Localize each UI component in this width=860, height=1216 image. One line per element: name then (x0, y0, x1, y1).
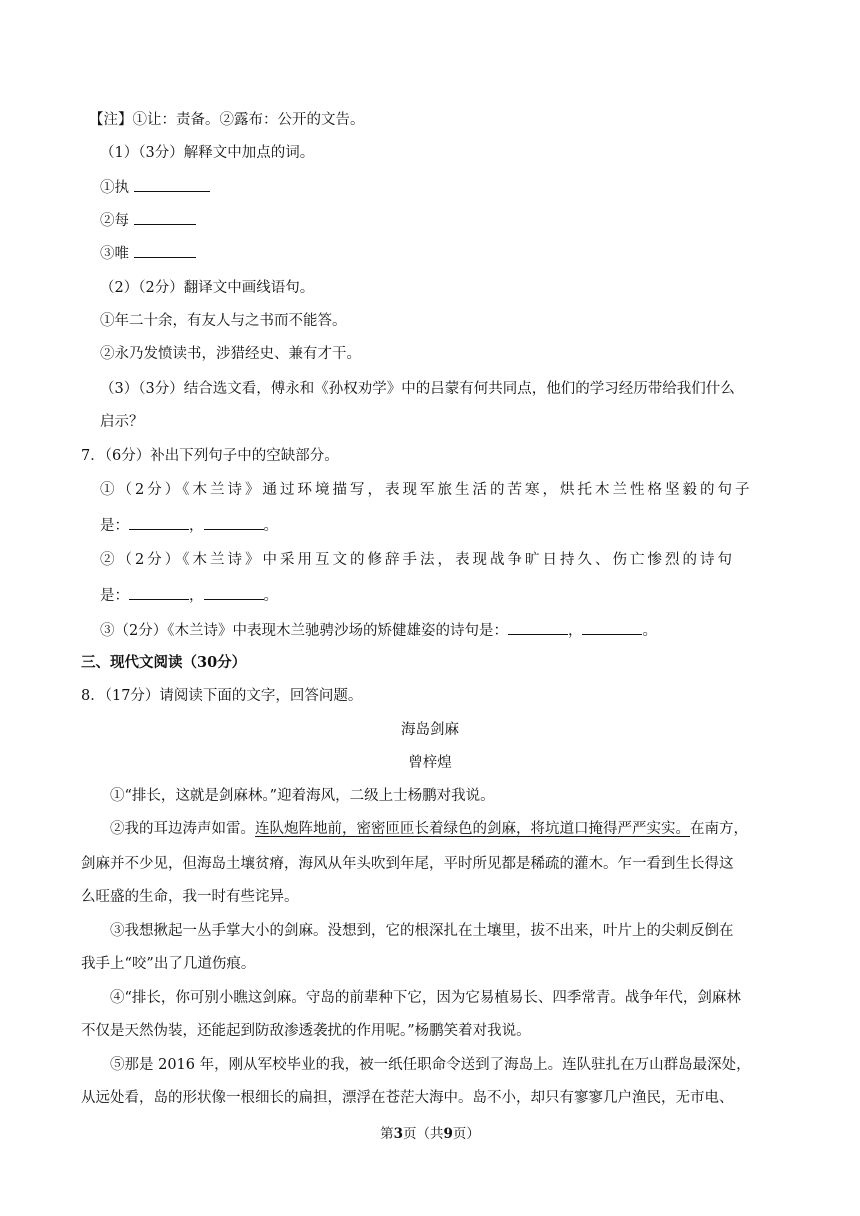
section-heading: 三、现代文阅读（30分） (81, 654, 247, 671)
q1-item-3 (100, 243, 196, 263)
q2-item-2: ②永乃发愤读书，涉猎经史、兼有才干。 (100, 346, 361, 362)
answer-blank[interactable] (134, 177, 210, 192)
article-title: 海岛剑麻 (401, 722, 459, 738)
q1-item-1 (100, 177, 210, 197)
footer-post: 页） (452, 1126, 480, 1142)
q7-b-line-1: ②（2分）《木兰诗》中采用互文的修辞手法，表现战争旷日持久、伤亡惨烈的诗句 (100, 552, 735, 568)
answer-blank[interactable] (134, 243, 196, 258)
page-footer (0, 1125, 860, 1143)
answer-blank[interactable] (129, 515, 189, 530)
q7-a-prefix: 是： (100, 518, 129, 534)
q1-item-2 (100, 210, 196, 230)
paragraph-4-line-2: 不仅是天然伪装，还能起到防敌渗透袭扰的作用呢。”杨鹏笑着对我说。 (81, 1023, 531, 1039)
answer-blank[interactable] (134, 210, 196, 225)
p2-post: 在南方， (690, 821, 748, 837)
underlined-sentence: 连队炮阵地前，密密匝匝长着绿色的剑麻，将坑道口掩得严严实实。 (255, 821, 690, 837)
page-total: 9 (443, 1126, 453, 1142)
note-text: 【注】①让：责备。②露布：公开的文告。 (89, 112, 365, 128)
paragraph-2-line-1 (110, 820, 748, 838)
q8-stem: 8．（17分）请阅读下面的文字，回答问题。 (81, 688, 363, 704)
paragraph-5-line-2: 从远处看，岛的形状像一根细长的扁担，漂浮在苍茫大海中。岛不小，却只有寥寥几户渔民，无市电、 (81, 1090, 734, 1106)
end-mark: 。 (642, 623, 657, 639)
answer-blank[interactable] (204, 515, 264, 530)
separator: ， (189, 588, 204, 604)
q7-b-line-2 (100, 585, 278, 605)
p2-pre: ②我的耳边涛声如雷。 (110, 821, 255, 837)
q1-item-1-label: ①执 (100, 180, 129, 196)
footer-pre: 第 (380, 1126, 394, 1142)
q7-c-line (100, 620, 657, 640)
end-mark: 。 (263, 588, 278, 604)
answer-blank[interactable] (582, 620, 642, 635)
paragraph-4-line-1: ④“排长，你可别小瞧这剑麻。守岛的前辈种下它，因为它易植易长、四季常青。战争年代，剑麻林 (110, 990, 741, 1006)
q3-line-2: 启示？ (100, 414, 144, 430)
paragraph-2-line-2: 剑麻并不少见，但海岛土壤贫瘠，海风从年头吹到年尾，平时所见都是稀疏的灌木。乍一看到生长得这 (81, 856, 734, 872)
answer-blank[interactable] (204, 585, 264, 600)
q7-a-line-2 (100, 515, 278, 535)
q1-item-2-label: ②每 (100, 213, 129, 229)
q3-line-1: （3）（3分）结合选文看，傅永和《孙权劝学》中的吕蒙有何共同点，他们的学习经历带给我们什么 (100, 381, 735, 397)
q2-stem: （2）（2分）翻译文中画线语句。 (100, 280, 315, 296)
answer-blank[interactable] (129, 585, 189, 600)
q2-item-1: ①年二十余，有友人与之书而不能答。 (100, 313, 347, 329)
q7-b-prefix: 是： (100, 588, 129, 604)
q1-item-3-label: ③唯 (100, 246, 129, 262)
q1-stem: （1）（3分）解释文中加点的词。 (100, 145, 315, 161)
article-author: 曾梓煌 (408, 755, 452, 771)
page-number: 3 (393, 1126, 403, 1142)
end-mark: 。 (263, 518, 278, 534)
paragraph-2-line-3: 么旺盛的生命，我一时有些诧异。 (81, 889, 299, 905)
footer-mid: 页（共 (403, 1126, 444, 1142)
paragraph-3-line-2: 我手上“咬”出了几道伤痕。 (81, 956, 256, 972)
answer-blank[interactable] (508, 620, 568, 635)
q7-a-line-1: ①（2分）《木兰诗》通过环境描写，表现军旅生活的苦寒，烘托木兰性格坚毅的句子 (100, 482, 753, 498)
separator: ， (567, 623, 583, 639)
paragraph-1: ①“排长，这就是剑麻林。”迎着海风，二级上士杨鹏对我说。 (110, 788, 495, 804)
q7-stem: 7．（6分）补出下列句子中的空缺部分。 (81, 448, 339, 464)
paragraph-5-line-1: ⑤那是 2016 年，刚从军校毕业的我，被一纸任职命令送到了海岛上。连队驻扎在万山群岛最深处， (110, 1057, 751, 1073)
paragraph-3-line-1: ③我想揪起一丛手掌大小的剑麻。没想到，它的根深扎在土壤里，拔不出来，叶片上的尖刺反倒在 (110, 923, 734, 939)
separator: ， (189, 518, 204, 534)
q7-c-text: ③（2分）《木兰诗》中表现木兰驰骋沙场的矫健雄姿的诗句是： (100, 623, 508, 639)
